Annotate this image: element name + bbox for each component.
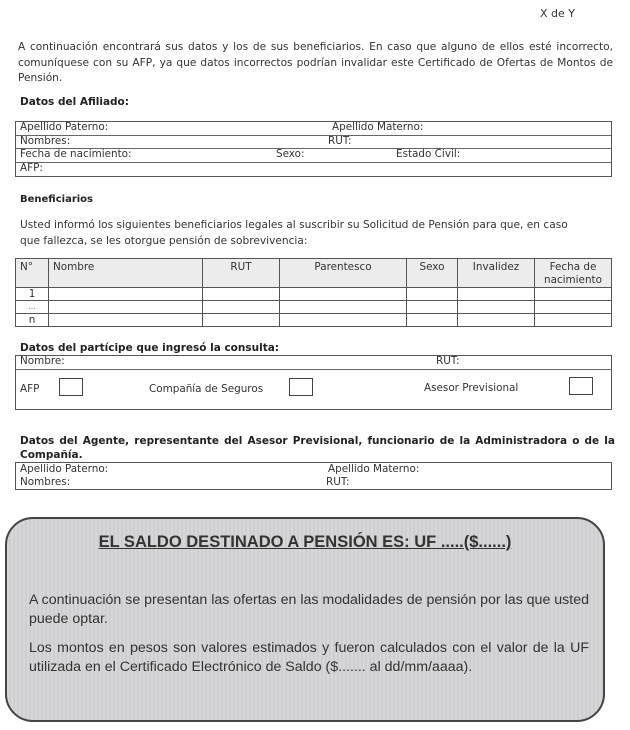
participe-rut-label: RUT: [436,355,460,367]
participe-afp-label: AFP [20,383,40,395]
cell-nombre [49,288,203,301]
sexo-label: Sexo: [276,148,305,160]
cell-rut [203,301,280,314]
asesor-previsional-checkbox[interactable] [569,377,593,395]
afp-checkbox[interactable] [59,378,83,396]
afiliado-row-nombres [16,136,611,150]
intro-paragraph: A continuación encontrará sus datos y los de sus beneficiarios. En caso que alguno de ellos esté incorrecto, comuníquese con su AFP, ya que datos incorrectos podrían invalidar este Certificado de Ofertas de Montos de Pensión. [18,41,613,84]
participe-compania-label: Compañía de Seguros [149,383,264,395]
agente-box [15,462,612,490]
cell-nombre [49,314,203,327]
cell-sexo [407,314,458,327]
cell-fecha-nacimiento [535,301,612,314]
cell-invalidez [458,301,535,314]
cell-invalidez [458,288,535,301]
compania-seguros-checkbox[interactable] [289,378,313,396]
cell-sexo [407,288,458,301]
saldo-paragraph-2: Los montos en pesos son valores estimados y fueron calculados con el valor de la UF utilizada en el Certificado Electrónico de Saldo ($....... al dd/mm/aaaa). [29,640,589,675]
cell-invalidez [458,314,535,327]
cell-numero: n [16,314,49,327]
agente-rut-label: RUT: [326,476,350,488]
afiliado-row-afp [16,163,611,176]
nombres-label: Nombres: [20,134,71,147]
col-header-rut: RUT [203,259,280,288]
cell-sexo [407,301,458,314]
cell-numero: ... [16,301,49,314]
participe-section-title: Datos del partícipe que ingresó la consulta: [20,342,280,354]
agente-apellido-paterno-label: Apellido Paterno: [20,463,109,475]
participe-asesor-label: Asesor Previsional [424,382,519,394]
beneficiarios-table [15,258,612,327]
cell-parentesco [280,314,407,327]
col-header-fecha-nacimiento: Fecha de nacimiento [535,259,612,288]
col-header-sexo: Sexo [407,259,458,288]
rut-label: RUT: [328,134,352,147]
cell-parentesco [280,301,407,314]
saldo-paragraph-1: A continuación se presentan las ofertas en las modalidades de pensión por las que usted puede optar. [29,592,589,627]
participe-row-nombre [16,356,611,370]
saldo-box [5,517,605,722]
agente-nombres-label: Nombres: [20,476,71,488]
afiliado-row-apellidos [16,122,611,136]
cell-rut [203,288,280,301]
cell-parentesco [280,288,407,301]
table-row [16,288,612,301]
participe-nombre-label: Nombre: [20,355,65,367]
apellido-materno-label: Apellido Materno: [332,121,424,133]
saldo-title: EL SALDO DESTINADO A PENSIÓN ES: UF .....($......) [98,533,512,551]
cell-fecha-nacimiento [535,288,612,301]
cell-nombre [49,301,203,314]
col-header-parentesco: Parentesco [280,259,407,288]
afiliado-section-title: Datos del Afiliado: [20,96,129,108]
agente-apellido-materno-label: Apellido Materno: [328,463,420,475]
page-indicator: X de Y [540,7,575,20]
col-header-numero: N° [16,259,49,288]
col-header-invalidez: Invalidez [458,259,535,288]
estado-civil-label: Estado Civil: [396,148,461,160]
agente-section-title: Datos del Agente, representante del Asesor Previsional, funcionario de la Administradora o de la Compañía. [20,435,615,461]
cell-fecha-nacimiento [535,314,612,327]
cell-rut [203,314,280,327]
beneficiarios-description: Usted informó los siguientes beneficiarios legales al suscribir su Solicitud de Pensión para que, en caso que fallezca, se les otorgue pensión de sobrevivencia: [20,219,568,247]
table-row [16,314,612,327]
afiliado-box [15,121,612,177]
beneficiarios-section-title: Beneficiarios [20,194,94,205]
afp-label: AFP: [20,161,43,174]
fecha-nacimiento-label: Fecha de nacimiento: [20,148,132,160]
col-header-nombre: Nombre [49,259,203,288]
apellido-paterno-label: Apellido Paterno: [20,121,109,133]
afiliado-row-fecha [16,149,611,163]
table-row [16,301,612,314]
table-header-row [16,259,612,288]
participe-box [15,355,612,410]
cell-numero: 1 [16,288,49,301]
